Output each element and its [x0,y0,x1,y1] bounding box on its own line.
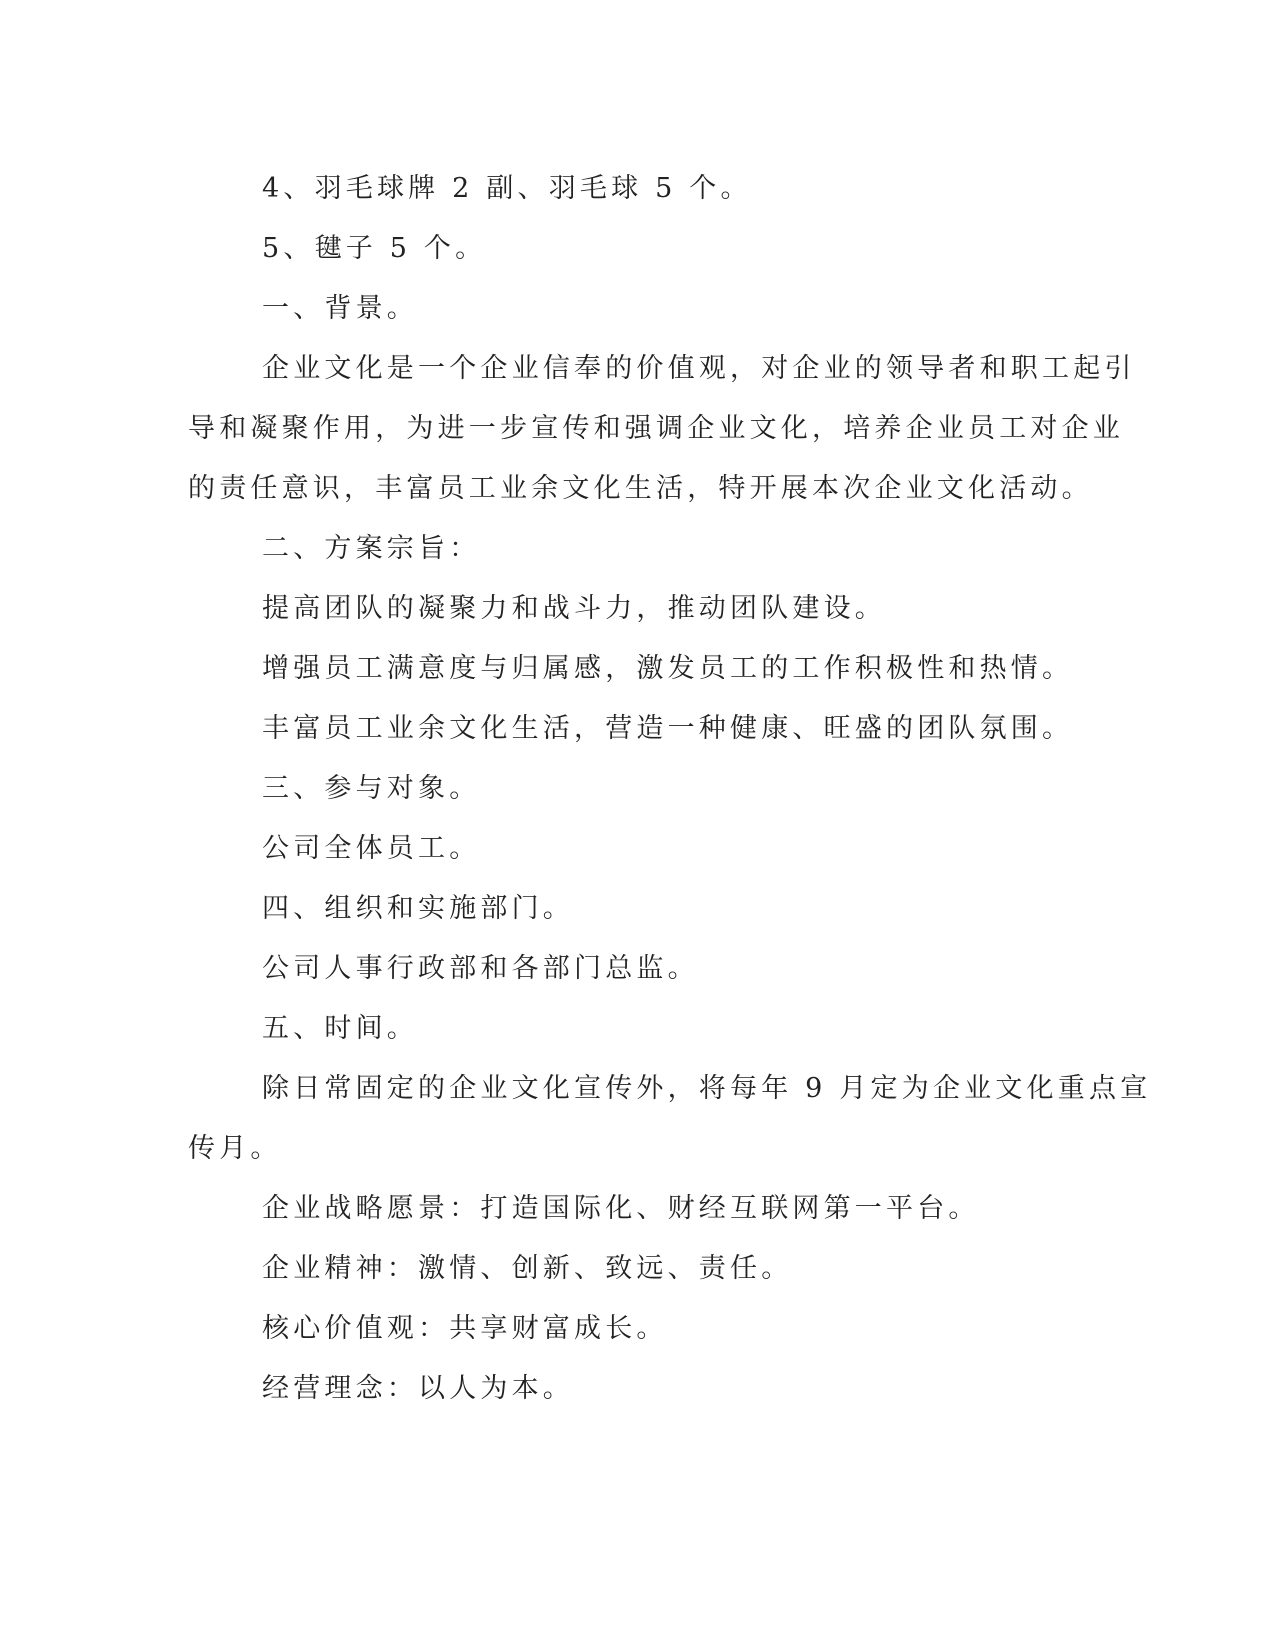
paragraph-line: 公司人事行政部和各部门总监。 [262,953,699,984]
paragraph-line: 公司全体员工。 [262,833,481,864]
paragraph-line: 的责任意识，丰富员工业余文化生活，特开展本次企业文化活动。 [188,473,1093,504]
paragraph-line: 企业文化是一个企业信奉的价值观，对企业的领导者和职工起引 [262,353,1136,384]
paragraph-line: 企业精神：激情、创新、致远、责任。 [262,1253,793,1284]
section-heading-purpose: 二、方案宗旨： [262,533,481,564]
paragraph-line: 除日常固定的企业文化宣传外，将每年 9 月定为企业文化重点宣 [262,1073,1152,1104]
paragraph-line: 经营理念：以人为本。 [262,1373,574,1404]
paragraph-line: 增强员工满意度与归属感，激发员工的工作积极性和热情。 [262,653,1074,684]
list-item-badminton: 4、羽毛球牌 2 副、羽毛球 5 个。 [262,173,752,204]
section-heading-organizers: 四、组织和实施部门。 [262,893,574,924]
paragraph-line: 企业战略愿景：打造国际化、财经互联网第一平台。 [262,1193,980,1224]
paragraph-line: 传月。 [188,1133,282,1164]
section-heading-background: 一、背景。 [262,293,418,324]
section-heading-participants: 三、参与对象。 [262,773,481,804]
paragraph-line: 丰富员工业余文化生活，营造一种健康、旺盛的团队氛围。 [262,713,1074,744]
list-item-shuttlecock: 5、毽子 5 个。 [262,233,487,264]
paragraph-line: 核心价值观：共享财富成长。 [262,1313,668,1344]
section-heading-time: 五、时间。 [262,1013,418,1044]
paragraph-line: 提高团队的凝聚力和战斗力，推动团队建设。 [262,593,886,624]
paragraph-line: 导和凝聚作用，为进一步宣传和强调企业文化，培养企业员工对企业 [188,413,1124,444]
